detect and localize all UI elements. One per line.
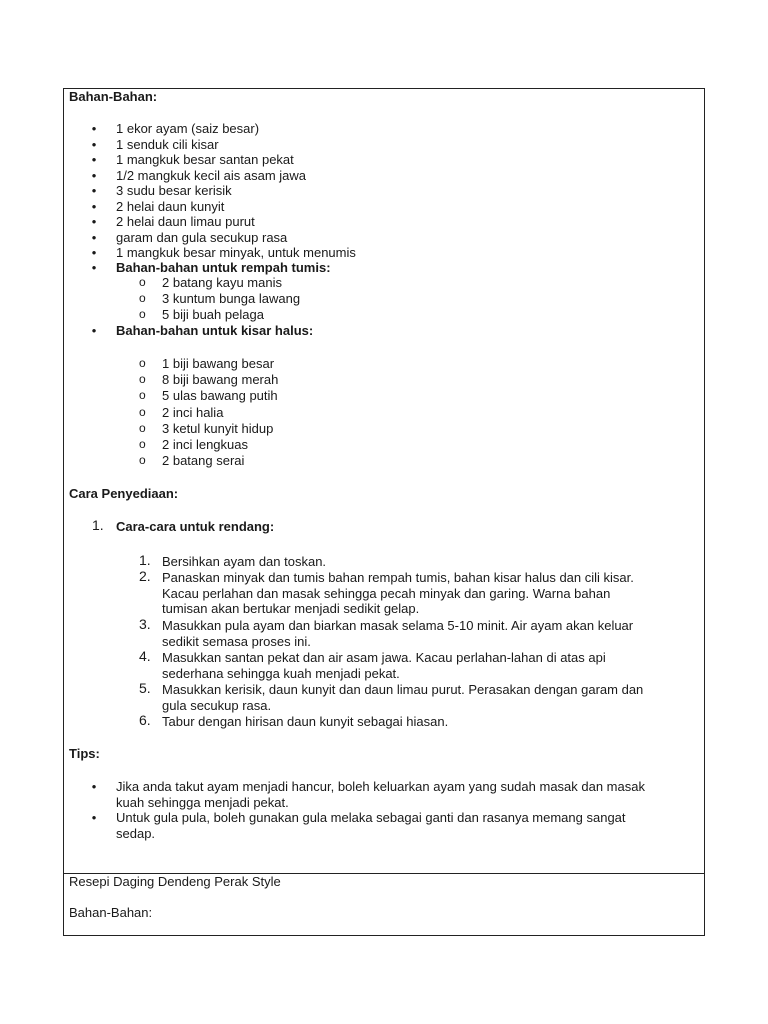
bullet-icon: •: [91, 229, 97, 245]
bullet-icon: •: [91, 810, 97, 825]
tip-text-line: sedap.: [116, 825, 156, 841]
circle-bullet-icon: o: [139, 307, 146, 321]
list-item: 2 helai daun limau purut: [116, 214, 255, 229]
list-item: 1/2 mangkuk kecil ais asam jawa: [116, 167, 307, 183]
bullet-icon: •: [91, 260, 97, 275]
recipe-title: Resepi Daging Dendeng Perak Style: [69, 874, 281, 889]
step-text-line: Tabur dengan hirisan daun kunyit sebagai hiasan.: [162, 714, 449, 729]
step-number: 6.: [139, 712, 151, 728]
list-item: 2 batang serai: [162, 453, 245, 469]
step-text-line: Bersihkan ayam dan toskan.: [162, 554, 327, 569]
bullet-icon: •: [91, 323, 97, 338]
list-item: 5 ulas bawang putih: [162, 388, 278, 404]
circle-bullet-icon: o: [139, 291, 146, 305]
step-number: 2.: [139, 568, 151, 584]
step-text-line: sedikit semasa proses ini.: [162, 633, 311, 649]
bullet-icon: •: [91, 779, 97, 794]
circle-bullet-icon: o: [139, 372, 146, 387]
step-number: 3.: [139, 616, 151, 632]
list-item: 2 inci halia: [162, 404, 224, 420]
bullet-icon: •: [91, 152, 97, 167]
list-item: 3 kuntum bunga lawang: [162, 291, 301, 306]
tip-text-line: Jika anda takut ayam menjadi hancur, boleh keluarkan ayam yang sudah masak dan masak: [116, 779, 645, 794]
bullet-icon: •: [91, 198, 97, 214]
tips-heading: Tips:: [69, 746, 100, 761]
tip-text-line: kuah sehingga menjadi pekat.: [116, 794, 289, 810]
step-text-line: sederhana sehingga kuah menjadi pekat.: [162, 665, 400, 681]
list-item: 1 mangkuk besar santan pekat: [116, 152, 294, 167]
circle-bullet-icon: o: [139, 420, 146, 435]
step-text-line: tumisan akan bertukar menjadi sedikit gelap.: [162, 601, 420, 616]
circle-bullet-icon: o: [139, 275, 146, 289]
method-sub-number: 1.: [92, 517, 104, 533]
list-item: 1 biji bawang besar: [162, 356, 275, 371]
circle-bullet-icon: o: [139, 356, 146, 370]
list-item: 5 biji buah pelaga: [162, 307, 264, 322]
step-text-line: Masukkan santan pekat dan air asam jawa. Kacau perlahan-lahan di atas api: [162, 650, 606, 665]
step-number: 4.: [139, 648, 151, 664]
kisar-heading: Bahan-bahan untuk kisar halus:: [116, 323, 314, 338]
bullet-icon: •: [91, 245, 97, 260]
list-item: 1 mangkuk besar minyak, untuk menumis: [116, 245, 356, 260]
list-item: garam dan gula secukup rasa: [116, 229, 288, 245]
circle-bullet-icon: o: [139, 388, 146, 403]
list-item: 8 biji bawang merah: [162, 372, 279, 388]
list-item: 2 inci lengkuas: [162, 437, 248, 452]
step-text-line: Kacau perlahan dan masak sehingga pecah minyak dan garing. Warna bahan: [162, 585, 611, 601]
list-item: 2 batang kayu manis: [162, 275, 282, 290]
list-item: 1 ekor ayam (saiz besar): [116, 121, 260, 136]
circle-bullet-icon: o: [139, 404, 146, 419]
step-text-line: Masukkan pula ayam dan biarkan masak selama 5-10 minit. Air ayam akan keluar: [162, 618, 634, 633]
method-sub-heading: Cara-cara untuk rendang:: [116, 519, 275, 534]
bullet-icon: •: [91, 121, 97, 136]
tumis-heading: Bahan-bahan untuk rempah tumis:: [116, 260, 331, 275]
circle-bullet-icon: o: [139, 437, 146, 451]
circle-bullet-icon: o: [139, 453, 146, 468]
list-item: 3 sudu besar kerisik: [116, 183, 232, 198]
bullet-icon: •: [91, 167, 97, 183]
step-text-line: gula secukup rasa.: [162, 697, 272, 713]
list-item: 2 helai daun kunyit: [116, 198, 225, 214]
step-text-line: Masukkan kerisik, daun kunyit dan daun limau purut. Perasakan dengan garam dan: [162, 682, 644, 697]
bullet-icon: •: [91, 136, 97, 152]
bullet-icon: •: [91, 214, 97, 229]
method-heading: Cara Penyediaan:: [69, 486, 179, 501]
step-text-line: Panaskan minyak dan tumis bahan rempah tumis, bahan kisar halus dan cili kisar.: [162, 570, 634, 585]
tip-text-line: Untuk gula pula, boleh gunakan gula melaka sebagai ganti dan rasanya memang sangat: [116, 810, 626, 825]
ingredients-heading-2: Bahan-Bahan:: [69, 905, 153, 920]
bullet-icon: •: [91, 183, 97, 198]
list-item: 3 ketul kunyit hidup: [162, 420, 274, 436]
list-item: 1 senduk cili kisar: [116, 136, 219, 152]
step-number: 1.: [139, 552, 151, 568]
step-number: 5.: [139, 680, 151, 696]
ingredients-heading: Bahan-Bahan:: [69, 89, 158, 104]
